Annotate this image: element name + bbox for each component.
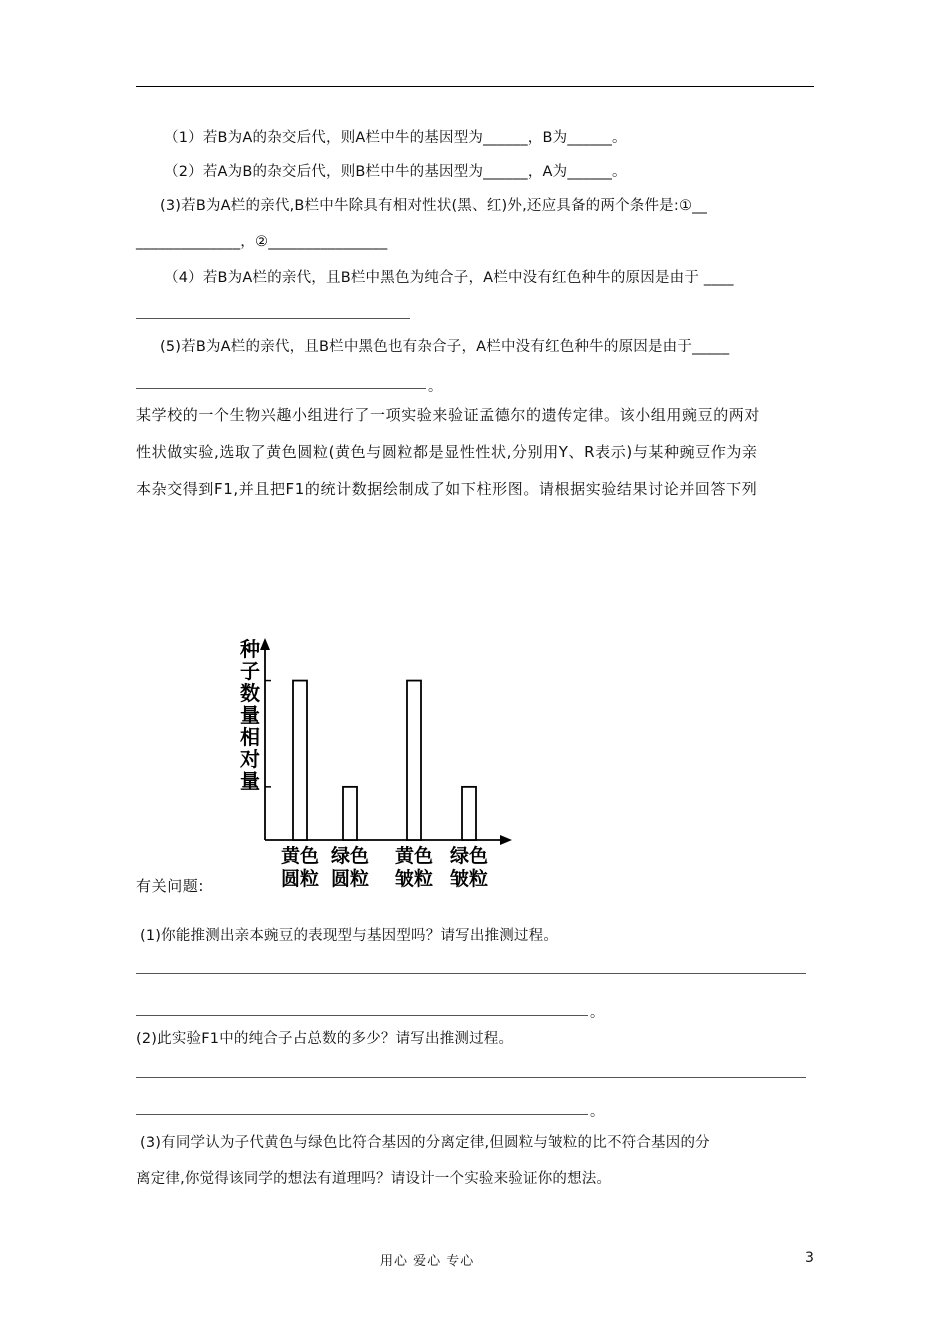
y-axis-title-char: 数 xyxy=(240,681,260,705)
answer-line[interactable] xyxy=(136,1015,588,1016)
answer-line[interactable] xyxy=(136,1077,806,1078)
page-number: 3 xyxy=(805,1250,814,1266)
y-axis-title-char: 相 xyxy=(240,725,260,749)
question-2: （2）若A为B的杂交后代，则B栏中牛的基因型为______，A为______。 xyxy=(164,164,627,180)
paragraph-line-4: 有关问题: xyxy=(136,877,205,895)
footer-motto: 用心 爱心 专心 xyxy=(380,1254,475,1269)
question-4: （4）若B为A栏的亲代，且B栏中黑色为纯合子，A栏中没有红色种牛的原因是由于 ____ xyxy=(164,270,734,286)
y-axis-title-char: 量 xyxy=(240,703,260,727)
y-axis-title-char: 对 xyxy=(240,747,260,771)
header-rule xyxy=(136,86,814,87)
answer-line[interactable] xyxy=(136,318,410,319)
x-tick-label: 圆粒 xyxy=(330,868,370,890)
sub-question-2: (2)此实验F1中的纯合子占总数的多少？请写出推测过程。 xyxy=(136,1031,514,1047)
bar-chart xyxy=(230,632,520,894)
question-3-line-2: ______________，②________________ xyxy=(136,234,388,250)
question-3-line-1: (3)若B为A栏的亲代,B栏中牛除具有相对性状(黑、红)外,还应具备的两个条件是:①__ xyxy=(160,198,708,214)
period: 。 xyxy=(590,1104,604,1120)
x-tick-label: 绿色 xyxy=(449,845,489,867)
sub-question-3-line-1: (3)有同学认为子代黄色与绿色比符合基因的分离定律,但圆粒与皱粒的比不符合基因的分 xyxy=(140,1135,710,1151)
x-tick-label: 黄色 xyxy=(394,845,434,867)
bar xyxy=(343,787,357,840)
question-5: (5)若B为A栏的亲代，且B栏中黑色也有杂合子，A栏中没有红色种牛的原因是由于_____ xyxy=(160,339,730,355)
x-tick-label: 黄色 xyxy=(280,845,320,867)
paragraph-line-3: 本杂交得到F1,并且把F1的统计数据绘制成了如下柱形图。请根据实验结果讨论并回答下列 xyxy=(136,480,758,498)
bar xyxy=(407,681,421,840)
y-axis-title-char: 子 xyxy=(240,659,260,683)
x-tick-label: 绿色 xyxy=(330,845,370,867)
x-axis-arrow xyxy=(500,835,512,845)
answer-line[interactable] xyxy=(136,1114,588,1115)
x-tick-label: 圆粒 xyxy=(280,868,320,890)
period: 。 xyxy=(590,1005,604,1021)
paragraph-line-2: 性状做实验,选取了黄色圆粒(黄色与圆粒都是显性性状,分别用Y、R表示)与某种豌豆作为亲 xyxy=(136,443,758,461)
bar xyxy=(293,681,307,840)
y-axis-title xyxy=(239,637,260,793)
sub-question-1: (1)你能推测出亲本豌豆的表现型与基因型吗？请写出推测过程。 xyxy=(140,928,559,944)
answer-line[interactable] xyxy=(136,388,426,389)
period: 。 xyxy=(428,379,442,395)
paragraph-line-1: 某学校的一个生物兴趣小组进行了一项实验来验证孟德尔的遗传定律。该小组用豌豆的两对 xyxy=(136,406,761,424)
y-axis-title-char: 种 xyxy=(240,637,260,661)
sub-question-3-line-2: 离定律,你觉得该同学的想法有道理吗？请设计一个实验来验证你的想法。 xyxy=(136,1171,612,1187)
question-1: （1）若B为A的杂交后代，则A栏中牛的基因型为______，B为______。 xyxy=(164,130,627,146)
y-axis-arrow xyxy=(260,638,270,650)
x-tick-label: 皱粒 xyxy=(449,868,489,890)
y-axis-title-char: 量 xyxy=(240,769,260,793)
answer-line[interactable] xyxy=(136,973,806,974)
bar xyxy=(462,787,476,840)
x-tick-label: 皱粒 xyxy=(394,868,434,890)
